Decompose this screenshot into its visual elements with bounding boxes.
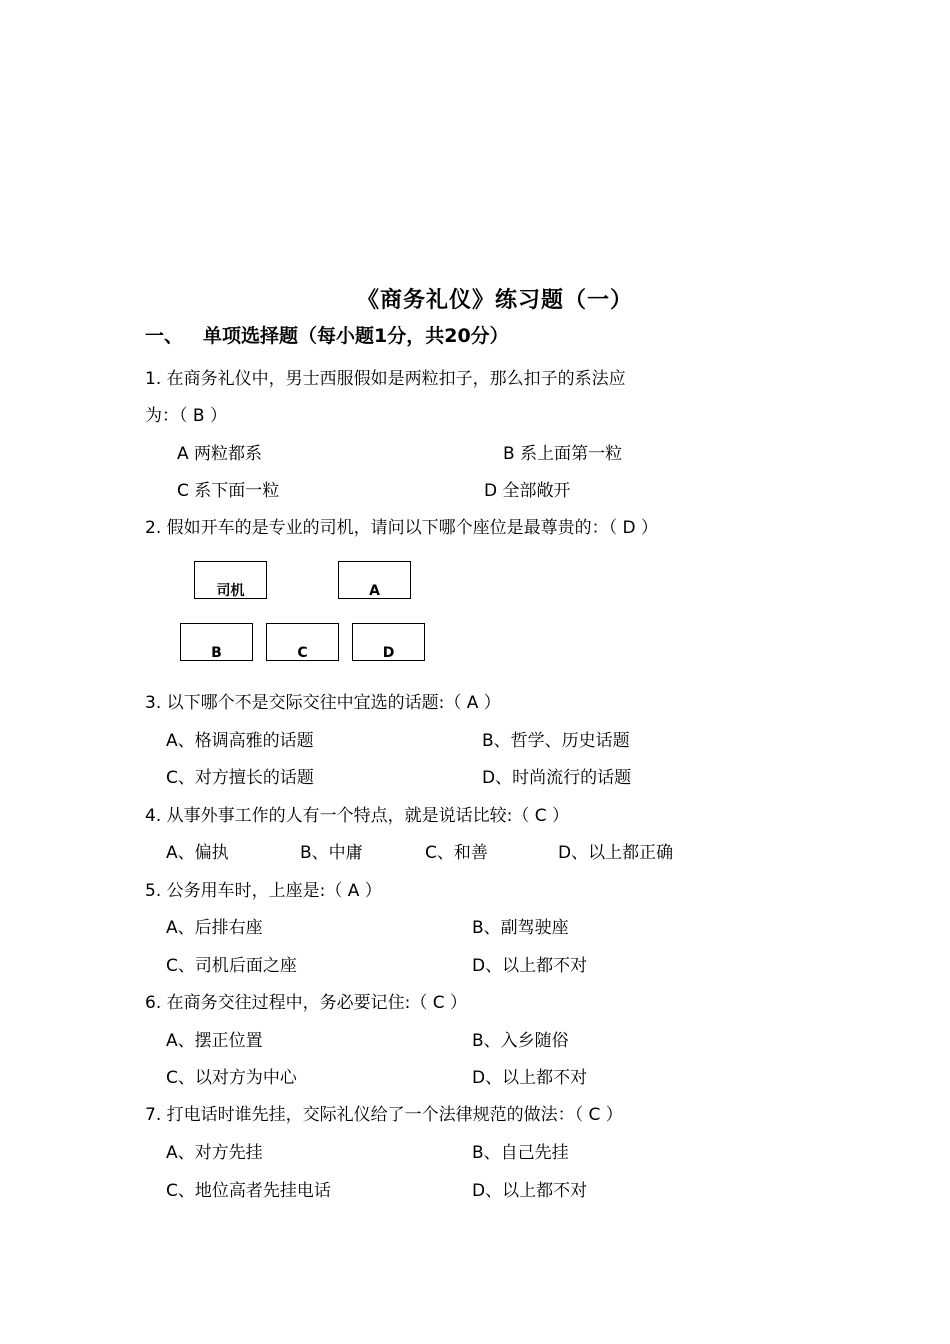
option-7d: D、以上都不对 <box>472 1181 588 1201</box>
option-1a: A 两粒都系 <box>177 444 263 464</box>
option-4b: B、中庸 <box>300 843 363 863</box>
option-4a: A、偏执 <box>166 843 229 863</box>
question-6: 6. 在商务交往过程中，务必要记住:（ C ） <box>145 993 468 1013</box>
option-5b: B、副驾驶座 <box>472 918 569 938</box>
option-3a: A、格调高雅的话题 <box>166 731 314 751</box>
question-2: 2. 假如开车的是专业的司机，请问以下哪个座位是最尊贵的：（ D ） <box>145 518 659 538</box>
option-3d: D、时尚流行的话题 <box>482 768 632 788</box>
question-3: 3. 以下哪个不是交际交往中宜选的话题:（ A ） <box>145 693 501 713</box>
question-1: 1. 在商务礼仪中，男士西服假如是两粒扣子，那么扣子的系法应 <box>145 369 626 389</box>
option-7c: C、地位高者先挂电话 <box>166 1181 331 1201</box>
question-1-continued: 为：（ B ） <box>145 406 227 426</box>
section-heading <box>145 321 509 348</box>
option-6a: A、摆正位置 <box>166 1031 263 1051</box>
section-number: 一、 <box>145 325 184 347</box>
option-6b: B、入乡随俗 <box>472 1031 569 1051</box>
page-title: 《商务礼仪》练习题（一） <box>356 288 633 313</box>
question-5: 5. 公务用车时，上座是:（ A ） <box>145 881 382 901</box>
option-1d: D 全部敞开 <box>484 481 571 501</box>
option-7a: A、对方先挂 <box>166 1143 263 1163</box>
seat-a-box <box>338 561 411 599</box>
option-4d: D、以上都正确 <box>558 843 674 863</box>
question-7: 7. 打电话时谁先挂，交际礼仪给了一个法律规范的做法：（ C ） <box>145 1105 623 1125</box>
seat-a-label: A <box>369 583 380 599</box>
option-5c: C、司机后面之座 <box>166 956 297 976</box>
option-4c: C、和善 <box>425 843 488 863</box>
option-7b: B、自己先挂 <box>472 1143 569 1163</box>
option-5d: D、以上都不对 <box>472 956 588 976</box>
seat-driver-box <box>194 561 267 599</box>
section-text: 单项选择题（每小题1分，共20分） <box>203 325 509 347</box>
option-1c: C 系下面一粒 <box>177 481 280 501</box>
seat-b-box <box>180 623 253 661</box>
seat-d-box <box>352 623 425 661</box>
seat-b-label: B <box>211 645 222 661</box>
option-6c: C、以对方为中心 <box>166 1068 297 1088</box>
option-3c: C、对方擅长的话题 <box>166 768 314 788</box>
seat-driver-label: 司机 <box>216 583 245 599</box>
question-4: 4. 从事外事工作的人有一个特点，就是说话比较:（ C ） <box>145 806 570 826</box>
seat-c-label: C <box>297 645 308 661</box>
option-3b: B、哲学、历史话题 <box>482 731 630 751</box>
seat-d-label: D <box>382 645 395 661</box>
option-6d: D、以上都不对 <box>472 1068 588 1088</box>
option-1b: B 系上面第一粒 <box>503 444 623 464</box>
seat-c-box <box>266 623 339 661</box>
option-5a: A、后排右座 <box>166 918 263 938</box>
